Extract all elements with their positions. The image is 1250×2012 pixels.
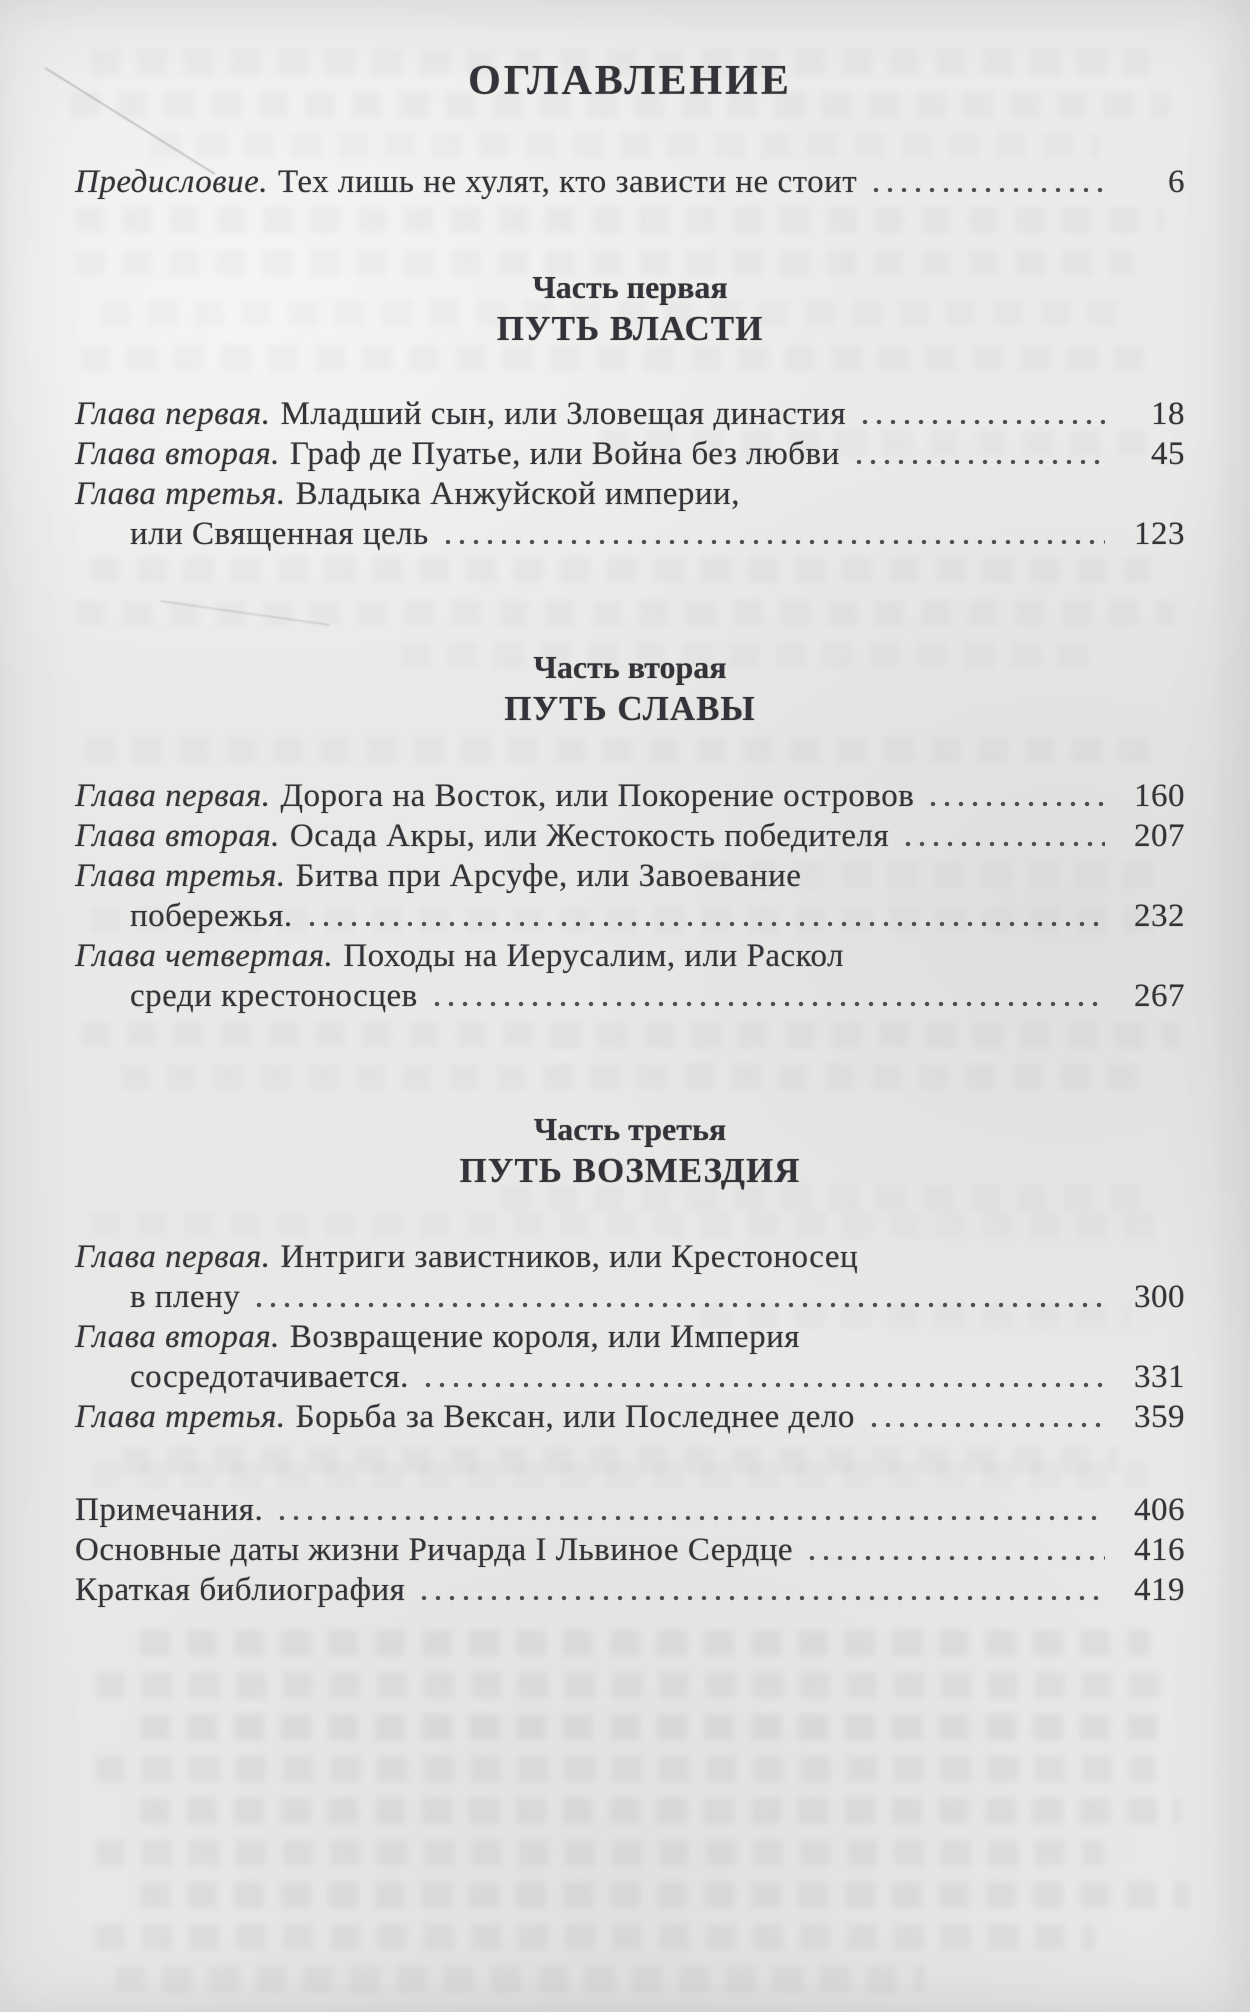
chapter-label: Глава вторая.	[75, 818, 280, 854]
page-number: 300	[1134, 1279, 1185, 1315]
page-number: 416	[1134, 1532, 1185, 1568]
page-number: 267	[1134, 978, 1185, 1014]
toc-entry	[75, 474, 1185, 514]
page-number: 419	[1134, 1572, 1185, 1608]
back-matter	[75, 1490, 1185, 1610]
toc-entry-continuation	[75, 976, 1185, 1016]
dot-leader	[805, 1536, 1105, 1570]
part-label: Часть вторая	[533, 649, 727, 685]
toc-entry	[75, 434, 1185, 474]
page-title: ОГЛАВЛЕНИЕ	[468, 58, 792, 104]
toc-entry	[75, 1490, 1185, 1530]
chapter-title-line2: или Священная цель	[130, 516, 429, 552]
page-number: 331	[1134, 1359, 1185, 1395]
dot-leader	[305, 902, 1105, 936]
part-title: ПУТЬ ВОЗМЕЗДИЯ	[459, 1151, 801, 1190]
dot-leader	[417, 1576, 1105, 1610]
dot-leader	[901, 822, 1105, 856]
page-number: 18	[1151, 396, 1185, 432]
part-2-chapters	[75, 776, 1185, 1016]
dot-leader	[252, 1283, 1105, 1317]
chapter-label: Глава вторая.	[75, 1319, 280, 1355]
chapter-label: Глава первая.	[75, 778, 271, 814]
toc-entry	[75, 1570, 1185, 1610]
toc-entry	[75, 1237, 1185, 1277]
dot-leader	[858, 400, 1105, 434]
chapter-title: Граф де Пуатье, или Война без любви	[289, 436, 840, 472]
page-number: 6	[1168, 164, 1185, 200]
part-heading-3	[75, 1108, 1185, 1192]
backmatter-title: Основные даты жизни Ричарда I Львиное Сердце	[75, 1532, 794, 1568]
page-number: 123	[1134, 516, 1185, 552]
dot-leader	[430, 982, 1105, 1016]
chapter-label: Глава третья.	[75, 1399, 286, 1435]
toc-entry	[75, 1397, 1185, 1437]
part-title: ПУТЬ ВЛАСТИ	[496, 309, 764, 348]
backmatter-title: Краткая библиография	[75, 1572, 406, 1608]
part-label: Часть третья	[533, 1111, 727, 1147]
chapter-label: Глава третья.	[75, 858, 286, 894]
page-number: 232	[1134, 898, 1185, 934]
chapter-title: Младший сын, или Зловещая династия	[280, 396, 846, 432]
chapter-title: Битва при Арсуфе, или Завоевание	[295, 858, 802, 894]
dot-leader	[441, 520, 1105, 554]
dot-leader	[869, 168, 1105, 202]
dot-leader	[867, 1403, 1105, 1437]
page-number: 160	[1134, 778, 1185, 814]
chapter-label: Глава третья.	[75, 476, 286, 512]
chapter-title-line2: побережья.	[130, 898, 293, 934]
toc-entry-continuation	[75, 1357, 1185, 1397]
chapter-title: Походы на Иерусалим, или Раскол	[343, 938, 844, 974]
part-1-chapters	[75, 394, 1185, 554]
chapter-label: Глава первая.	[75, 396, 271, 432]
dot-leader	[275, 1496, 1105, 1530]
chapter-title: Дорога на Восток, или Покорение островов	[280, 778, 915, 814]
part-heading-1	[75, 266, 1185, 350]
chapter-title: Владыка Анжуйской империи,	[295, 476, 740, 512]
chapter-title: Борьба за Вексан, или Последнее дело	[295, 1399, 855, 1435]
dot-leader	[852, 440, 1105, 474]
toc-entry-continuation	[75, 514, 1185, 554]
dot-leader	[926, 782, 1105, 816]
page-number: 359	[1134, 1399, 1185, 1435]
chapter-label: Глава вторая.	[75, 436, 280, 472]
chapter-label: Глава первая.	[75, 1239, 271, 1275]
chapter-title-line2: среди крестоносцев	[130, 978, 418, 1014]
toc-entry-continuation	[75, 1277, 1185, 1317]
part-heading-2	[75, 646, 1185, 730]
chapter-title: Осада Акры, или Жестокость победителя	[289, 818, 890, 854]
toc-entry	[75, 816, 1185, 856]
part-3-chapters	[75, 1237, 1185, 1437]
toc-entry	[75, 394, 1185, 434]
page-number: 45	[1151, 436, 1185, 472]
chapter-title-line2: сосредотачивается.	[130, 1359, 409, 1395]
toc-entry	[75, 1317, 1185, 1357]
toc-entry	[75, 856, 1185, 896]
toc-entry	[75, 1530, 1185, 1570]
backmatter-title: Примечания.	[75, 1492, 264, 1528]
page-number: 207	[1134, 818, 1185, 854]
preface-label: Предисловие.	[75, 164, 269, 200]
page-number: 406	[1134, 1492, 1185, 1528]
toc-entry	[75, 936, 1185, 976]
chapter-label: Глава четвертая.	[75, 938, 334, 974]
toc-entry-preface	[75, 162, 1185, 202]
chapter-title-line2: в плену	[130, 1279, 241, 1315]
toc-entry-continuation	[75, 896, 1185, 936]
dot-leader	[421, 1363, 1105, 1397]
part-title: ПУТЬ СЛАВЫ	[504, 689, 756, 728]
toc-entry	[75, 776, 1185, 816]
chapter-title: Интриги завистников, или Крестоносец	[280, 1239, 859, 1275]
chapter-title: Возвращение короля, или Империя	[289, 1319, 800, 1355]
preface-title: Тех лишь не хулят, кто зависти не стоит	[278, 164, 858, 200]
part-label: Часть первая	[532, 269, 728, 305]
